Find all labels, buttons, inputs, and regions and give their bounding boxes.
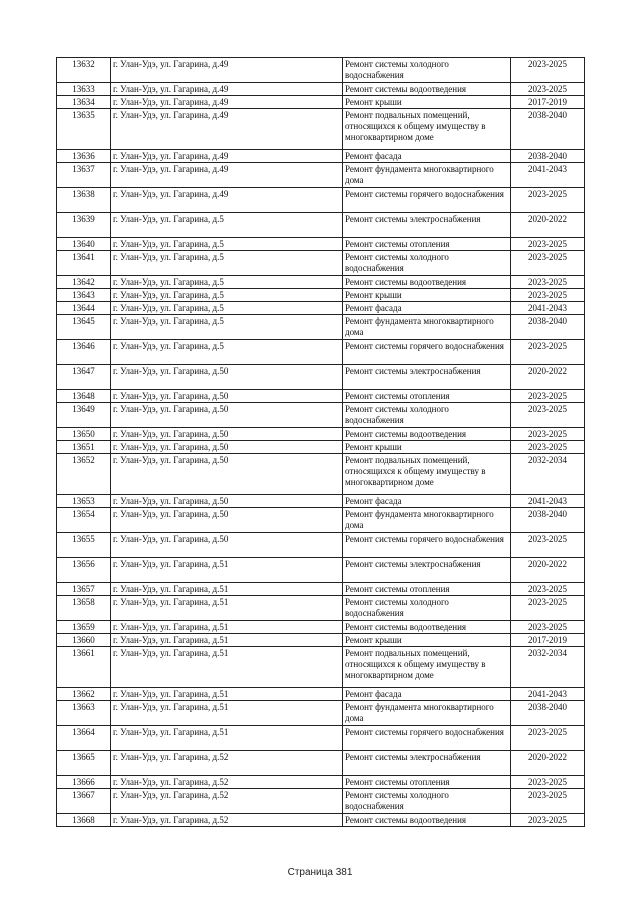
row-number-cell: 13658 — [57, 596, 111, 621]
address-cell: г. Улан-Удэ, ул. Гагарина, д.51 — [111, 583, 343, 596]
period-cell: 2023-2025 — [511, 188, 585, 213]
address-cell: г. Улан-Удэ, ул. Гагарина, д.52 — [111, 789, 343, 814]
work-type-cell: Ремонт фундамента многоквартирного дома — [343, 163, 511, 188]
row-number-cell: 13660 — [57, 634, 111, 647]
row-number-cell: 13666 — [57, 776, 111, 789]
period-cell: 2023-2025 — [511, 340, 585, 365]
work-type-cell: Ремонт фундамента многоквартирного дома — [343, 315, 511, 340]
work-type-cell: Ремонт подвальных помещений, относящихся к общему имуществу в многоквартирном доме — [343, 647, 511, 688]
table-row — [57, 428, 585, 441]
period-cell: 2023-2025 — [511, 814, 585, 827]
row-number-cell: 13664 — [57, 726, 111, 751]
work-type-cell: Ремонт фасада — [343, 302, 511, 315]
period-cell: 2023-2025 — [511, 403, 585, 428]
table-row — [57, 276, 585, 289]
period-cell: 2038-2040 — [511, 701, 585, 726]
row-number-cell: 13667 — [57, 789, 111, 814]
period-cell: 2023-2025 — [511, 289, 585, 302]
work-type-cell: Ремонт системы электроснабжения — [343, 558, 511, 583]
work-type-cell: Ремонт системы водоотведения — [343, 428, 511, 441]
table-row — [57, 454, 585, 495]
work-type-cell: Ремонт системы отопления — [343, 583, 511, 596]
period-cell: 2020-2022 — [511, 558, 585, 583]
work-type-cell: Ремонт системы горячего водоснабжения — [343, 188, 511, 213]
period-cell: 2038-2040 — [511, 109, 585, 150]
address-cell: г. Улан-Удэ, ул. Гагарина, д.50 — [111, 533, 343, 558]
address-cell: г. Улан-Удэ, ул. Гагарина, д.49 — [111, 163, 343, 188]
work-type-cell: Ремонт крыши — [343, 289, 511, 302]
table-row — [57, 751, 585, 776]
address-cell: г. Улан-Удэ, ул. Гагарина, д.51 — [111, 647, 343, 688]
address-cell: г. Улан-Удэ, ул. Гагарина, д.49 — [111, 188, 343, 213]
row-number-cell: 13654 — [57, 508, 111, 533]
period-cell: 2017-2019 — [511, 634, 585, 647]
table-row — [57, 83, 585, 96]
work-type-cell: Ремонт фасада — [343, 150, 511, 163]
address-cell: г. Улан-Удэ, ул. Гагарина, д.50 — [111, 454, 343, 495]
work-type-cell: Ремонт подвальных помещений, относящихся к общему имуществу в многоквартирном доме — [343, 454, 511, 495]
row-number-cell: 13643 — [57, 289, 111, 302]
table-row — [57, 726, 585, 751]
row-number-cell: 13640 — [57, 238, 111, 251]
work-type-cell: Ремонт системы холодного водоснабжения — [343, 403, 511, 428]
table-row — [57, 776, 585, 789]
row-number-cell: 13651 — [57, 441, 111, 454]
work-type-cell: Ремонт системы горячего водоснабжения — [343, 340, 511, 365]
row-number-cell: 13663 — [57, 701, 111, 726]
address-cell: г. Улан-Удэ, ул. Гагарина, д.49 — [111, 83, 343, 96]
address-cell: г. Улан-Удэ, ул. Гагарина, д.49 — [111, 58, 343, 83]
period-cell: 2041-2043 — [511, 495, 585, 508]
period-cell: 2020-2022 — [511, 213, 585, 238]
address-cell: г. Улан-Удэ, ул. Гагарина, д.51 — [111, 558, 343, 583]
period-cell: 2023-2025 — [511, 441, 585, 454]
row-number-cell: 13649 — [57, 403, 111, 428]
period-cell: 2023-2025 — [511, 390, 585, 403]
work-type-cell: Ремонт подвальных помещений, относящихся к общему имуществу в многоквартирном доме — [343, 109, 511, 150]
period-cell: 2017-2019 — [511, 96, 585, 109]
period-cell: 2023-2025 — [511, 83, 585, 96]
period-cell: 2023-2025 — [511, 621, 585, 634]
period-cell: 2023-2025 — [511, 776, 585, 789]
work-type-cell: Ремонт системы водоотведения — [343, 276, 511, 289]
table-row — [57, 558, 585, 583]
period-cell: 2023-2025 — [511, 251, 585, 276]
table-row — [57, 403, 585, 428]
table-row — [57, 188, 585, 213]
period-cell: 2032-2034 — [511, 647, 585, 688]
table-row — [57, 213, 585, 238]
address-cell: г. Улан-Удэ, ул. Гагарина, д.52 — [111, 776, 343, 789]
address-cell: г. Улан-Удэ, ул. Гагарина, д.51 — [111, 701, 343, 726]
work-type-cell: Ремонт крыши — [343, 441, 511, 454]
table-row — [57, 340, 585, 365]
row-number-cell: 13646 — [57, 340, 111, 365]
row-number-cell: 13645 — [57, 315, 111, 340]
row-number-cell: 13648 — [57, 390, 111, 403]
address-cell: г. Улан-Удэ, ул. Гагарина, д.51 — [111, 634, 343, 647]
address-cell: г. Улан-Удэ, ул. Гагарина, д.51 — [111, 688, 343, 701]
row-number-cell: 13665 — [57, 751, 111, 776]
repair-schedule-table — [56, 57, 585, 827]
work-type-cell: Ремонт системы водоотведения — [343, 621, 511, 634]
address-cell: г. Улан-Удэ, ул. Гагарина, д.5 — [111, 213, 343, 238]
period-cell: 2041-2043 — [511, 688, 585, 701]
work-type-cell: Ремонт системы электроснабжения — [343, 751, 511, 776]
period-cell: 2023-2025 — [511, 276, 585, 289]
table-row — [57, 163, 585, 188]
row-number-cell: 13655 — [57, 533, 111, 558]
period-cell: 2023-2025 — [511, 238, 585, 251]
address-cell: г. Улан-Удэ, ул. Гагарина, д.52 — [111, 814, 343, 827]
address-cell: г. Улан-Удэ, ул. Гагарина, д.51 — [111, 621, 343, 634]
work-type-cell: Ремонт системы электроснабжения — [343, 365, 511, 390]
period-cell: 2023-2025 — [511, 583, 585, 596]
work-type-cell: Ремонт системы холодного водоснабжения — [343, 596, 511, 621]
period-cell: 2023-2025 — [511, 58, 585, 83]
row-number-cell: 13636 — [57, 150, 111, 163]
address-cell: г. Улан-Удэ, ул. Гагарина, д.50 — [111, 365, 343, 390]
work-type-cell: Ремонт фасада — [343, 688, 511, 701]
row-number-cell: 13637 — [57, 163, 111, 188]
page-number: Страница 381 — [287, 867, 353, 878]
work-type-cell: Ремонт системы холодного водоснабжения — [343, 789, 511, 814]
table-row — [57, 365, 585, 390]
address-cell: г. Улан-Удэ, ул. Гагарина, д.51 — [111, 596, 343, 621]
address-cell: г. Улан-Удэ, ул. Гагарина, д.5 — [111, 302, 343, 315]
row-number-cell: 13657 — [57, 583, 111, 596]
period-cell: 2023-2025 — [511, 789, 585, 814]
work-type-cell: Ремонт системы горячего водоснабжения — [343, 726, 511, 751]
period-cell: 2038-2040 — [511, 150, 585, 163]
address-cell: г. Улан-Удэ, ул. Гагарина, д.50 — [111, 428, 343, 441]
work-type-cell: Ремонт фундамента многоквартирного дома — [343, 508, 511, 533]
address-cell: г. Улан-Удэ, ул. Гагарина, д.50 — [111, 508, 343, 533]
work-type-cell: Ремонт системы холодного водоснабжения — [343, 58, 511, 83]
address-cell: г. Улан-Удэ, ул. Гагарина, д.50 — [111, 495, 343, 508]
table-row — [57, 508, 585, 533]
address-cell: г. Улан-Удэ, ул. Гагарина, д.5 — [111, 289, 343, 302]
address-cell: г. Улан-Удэ, ул. Гагарина, д.52 — [111, 751, 343, 776]
table-row — [57, 701, 585, 726]
address-cell: г. Улан-Удэ, ул. Гагарина, д.50 — [111, 441, 343, 454]
work-type-cell: Ремонт фундамента многоквартирного дома — [343, 701, 511, 726]
table-row — [57, 688, 585, 701]
table-row — [57, 58, 585, 83]
row-number-cell: 13652 — [57, 454, 111, 495]
row-number-cell: 13647 — [57, 365, 111, 390]
row-number-cell: 13642 — [57, 276, 111, 289]
table-row — [57, 109, 585, 150]
table-row — [57, 495, 585, 508]
table-row — [57, 789, 585, 814]
table-body — [57, 58, 585, 827]
row-number-cell: 13661 — [57, 647, 111, 688]
address-cell: г. Улан-Удэ, ул. Гагарина, д.5 — [111, 251, 343, 276]
address-cell: г. Улан-Удэ, ул. Гагарина, д.50 — [111, 390, 343, 403]
row-number-cell: 13656 — [57, 558, 111, 583]
address-cell: г. Улан-Удэ, ул. Гагарина, д.51 — [111, 726, 343, 751]
row-number-cell: 13668 — [57, 814, 111, 827]
work-type-cell: Ремонт системы электроснабжения — [343, 213, 511, 238]
address-cell: г. Улан-Удэ, ул. Гагарина, д.5 — [111, 340, 343, 365]
work-type-cell: Ремонт системы водоотведения — [343, 814, 511, 827]
table-row — [57, 96, 585, 109]
work-type-cell: Ремонт системы отопления — [343, 776, 511, 789]
table-row — [57, 634, 585, 647]
address-cell: г. Улан-Удэ, ул. Гагарина, д.5 — [111, 315, 343, 340]
address-cell: г. Улан-Удэ, ул. Гагарина, д.49 — [111, 96, 343, 109]
work-type-cell: Ремонт системы водоотведения — [343, 83, 511, 96]
work-type-cell: Ремонт системы горячего водоснабжения — [343, 533, 511, 558]
work-type-cell: Ремонт системы отопления — [343, 238, 511, 251]
table-row — [57, 583, 585, 596]
row-number-cell: 13635 — [57, 109, 111, 150]
period-cell: 2020-2022 — [511, 365, 585, 390]
period-cell: 2038-2040 — [511, 315, 585, 340]
row-number-cell: 13638 — [57, 188, 111, 213]
address-cell: г. Улан-Удэ, ул. Гагарина, д.50 — [111, 403, 343, 428]
row-number-cell: 13662 — [57, 688, 111, 701]
row-number-cell: 13644 — [57, 302, 111, 315]
row-number-cell: 13632 — [57, 58, 111, 83]
table-row — [57, 251, 585, 276]
address-cell: г. Улан-Удэ, ул. Гагарина, д.5 — [111, 276, 343, 289]
period-cell: 2041-2043 — [511, 302, 585, 315]
table-row — [57, 289, 585, 302]
table-row — [57, 596, 585, 621]
table-row — [57, 150, 585, 163]
row-number-cell: 13653 — [57, 495, 111, 508]
table-row — [57, 814, 585, 827]
row-number-cell: 13639 — [57, 213, 111, 238]
period-cell: 2020-2022 — [511, 751, 585, 776]
address-cell: г. Улан-Удэ, ул. Гагарина, д.49 — [111, 109, 343, 150]
row-number-cell: 13633 — [57, 83, 111, 96]
table-row — [57, 621, 585, 634]
period-cell: 2041-2043 — [511, 163, 585, 188]
period-cell: 2023-2025 — [511, 726, 585, 751]
row-number-cell: 13659 — [57, 621, 111, 634]
table-row — [57, 315, 585, 340]
period-cell: 2023-2025 — [511, 533, 585, 558]
work-type-cell: Ремонт фасада — [343, 495, 511, 508]
row-number-cell: 13650 — [57, 428, 111, 441]
work-type-cell: Ремонт системы холодного водоснабжения — [343, 251, 511, 276]
table-row — [57, 533, 585, 558]
work-type-cell: Ремонт системы отопления — [343, 390, 511, 403]
period-cell: 2023-2025 — [511, 596, 585, 621]
table-row — [57, 390, 585, 403]
table-row — [57, 647, 585, 688]
work-type-cell: Ремонт крыши — [343, 634, 511, 647]
address-cell: г. Улан-Удэ, ул. Гагарина, д.49 — [111, 150, 343, 163]
table-row — [57, 238, 585, 251]
table-row — [57, 441, 585, 454]
address-cell: г. Улан-Удэ, ул. Гагарина, д.5 — [111, 238, 343, 251]
row-number-cell: 13641 — [57, 251, 111, 276]
period-cell: 2038-2040 — [511, 508, 585, 533]
row-number-cell: 13634 — [57, 96, 111, 109]
period-cell: 2023-2025 — [511, 428, 585, 441]
table-row — [57, 302, 585, 315]
work-type-cell: Ремонт крыши — [343, 96, 511, 109]
period-cell: 2032-2034 — [511, 454, 585, 495]
